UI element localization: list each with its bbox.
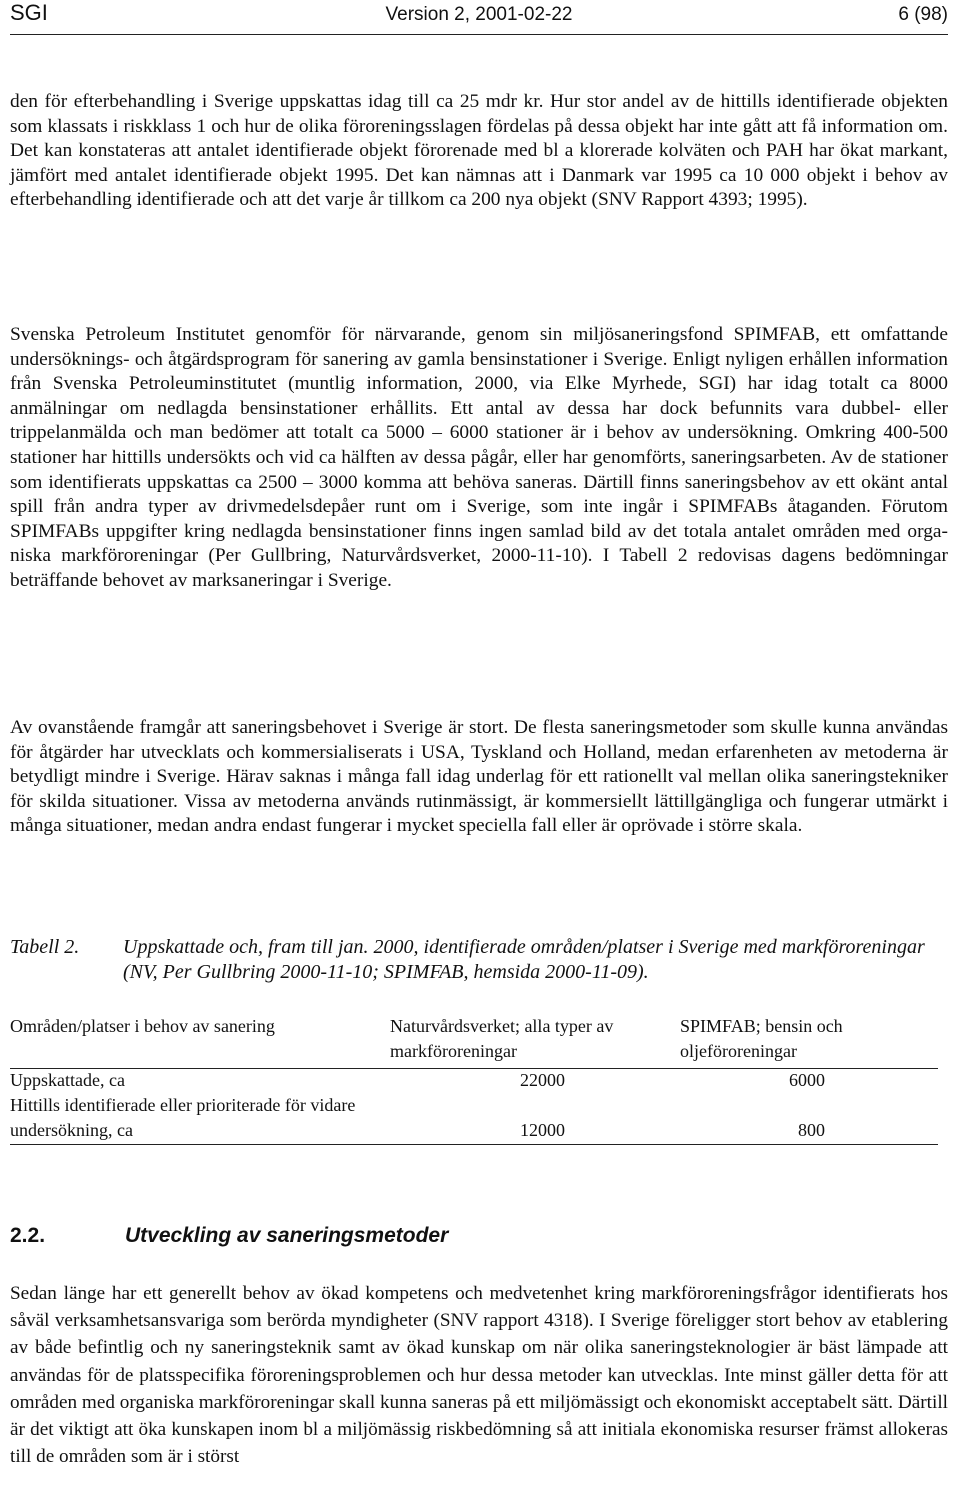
table-row-label: Hittills identifierade eller prioriterade för vidare undersökning, ca xyxy=(10,1095,356,1140)
paragraph-1: den för efterbehandling i Sverige uppskattas idag till ca 25 mdr kr. Hur stor andel av de hittills identifierade objekten som klassats i riskklass 1 och hur de olika föroreningsslagen fördelas på dessa objekt har inte gått att få information om. Det kan konstateras att antalet identifierade objekt förorenade med bl a klorerade kolväten och PAH har ökat markant, jämfört med antalet identifierade objekt 1995. Det kan nämnas att i Danmark var 1995 ca 10 000 objekt i behov av efterbehandling identifierade och att det varje år tillkom ca 200 nya objekt (SNV Rapport 4393; 1995). xyxy=(10,91,948,211)
page-number: 6 (98) xyxy=(898,4,948,25)
table-header-cell: SPIMFAB; bensin och oljeföroreningar xyxy=(680,1016,843,1061)
paragraph-2: Svenska Petroleum Institutet genomför för närvarande, genom sin miljösaneringsfond SPIMFAB, ett omfattande undersöknings- och åtgärdsprogram för sanering av gamla bensinstationer i Sverige. Enligt nyligen erhållen information från Svenska Petroleuminstitutet (muntlig information, 2000, via Elke Myrhede, SGI) har idag totalt ca 8000 anmälningar om nedlagda bensinstationer erhållits. Ett antal av dessa har dock befunnits vara dubbel- eller trippelanmälda och man bedömer att totalt ca 5000 – 6000 stationer är i behov av undersökning. Omkring 400-500 stationer har hittills undersökts och vid ca hälften av dessa pågår, eller har genomförts, saneringsarbeten. Av de stationer som identifierats uppskattas ca 2500 – 3000 komma att behöva saneras. Därtill finns saneringsbehov av ett okänt antal spill från andra typer av drivmedelsdepåer runt om i Sverige, som inte ingår i SPIMFABs åtaganden. Förutom SPIMFABs uppgifter kring nedlagda bensinstationer finns ingen samlad bild av det totala antalet områden med organiska markföroreningar (Per Gullbring, Naturvårdsverket, 2000-11-10). I Tabell 2 redovisas dagens bedömningar beträffande behovet av marksaneringar i Sverige. xyxy=(10,324,948,591)
table-cell-value: 800 xyxy=(798,1120,825,1140)
table-cell-value: 22000 xyxy=(520,1070,565,1090)
document-version: Version 2, 2001-02-22 xyxy=(385,4,573,25)
page-header xyxy=(10,0,948,30)
header-rule xyxy=(10,34,948,35)
table-bottom-rule xyxy=(10,1144,938,1145)
paragraph-4: Sedan länge har ett generellt behov av ökad kompetens och medvetenhet kring markföroreningsfrågor identifierats hos såväl verksamhetsansvariga som berörda myndigheter (SNV rapport 4318). I Sverige föreligger stort behov av etablering av både befintlig och ny saneringsteknik samt av ökad kunskap om när olika saneringsteknologier är bäst lämpade att användas för de platsspecifika föroreningsproblemen och hur dessa metoder kan utvecklas. Inte minst gäller detta för att områden med organiska markföroreningar skall kunna saneras på ett miljömässigt och ekonomiskt acceptabelt sätt. Därtill är det viktigt att öka kunskapen inom bl a miljömässig riskbedömning så att initiala ekonomiska resurser främst allokeras till de områden som är i störst xyxy=(10,1283,948,1468)
table-header-cell: Naturvårdsverket; alla typer av markföroreningar xyxy=(390,1016,614,1061)
table-row-label: Uppskattade, ca xyxy=(10,1070,125,1090)
table-cell-value: 6000 xyxy=(789,1070,825,1090)
organization-name: SGI xyxy=(10,0,48,25)
section-number: 2.2. xyxy=(10,1224,46,1247)
table-label: Tabell 2. xyxy=(10,936,80,958)
table-caption-text: Uppskattade och, fram till jan. 2000, identifierade områden/platser i Sverige med markföroreningar (NV, Per Gullbring 2000-11-10; SPIMFAB, hemsida 2000-11-09). xyxy=(123,936,925,983)
section-title: Utveckling av saneringsmetoder xyxy=(125,1224,449,1247)
table-cell-value: 12000 xyxy=(520,1120,565,1140)
table-header-cell: Områden/platser i behov av sanering xyxy=(10,1016,275,1036)
paragraph-3: Av ovanstående framgår att saneringsbehovet i Sverige är stort. De flesta saneringsmetoder som skulle kunna användas för åtgärder har utvecklats och kommersialiserats i USA, Tyskland och Holland, medan erfarenheten av metoderna är betydligt mindre i Sverige. Härav saknas i många fall idag underlag för ett rationellt val mellan olika saneringstekniker för skilda situationer. Vissa av metoderna används rutinmässigt, är kommersiellt lättillgängliga och fungerar utmärkt i många situationer, medan andra endast fungerar i mycket speciella fall eller är oprövade i större skala. xyxy=(10,717,948,837)
